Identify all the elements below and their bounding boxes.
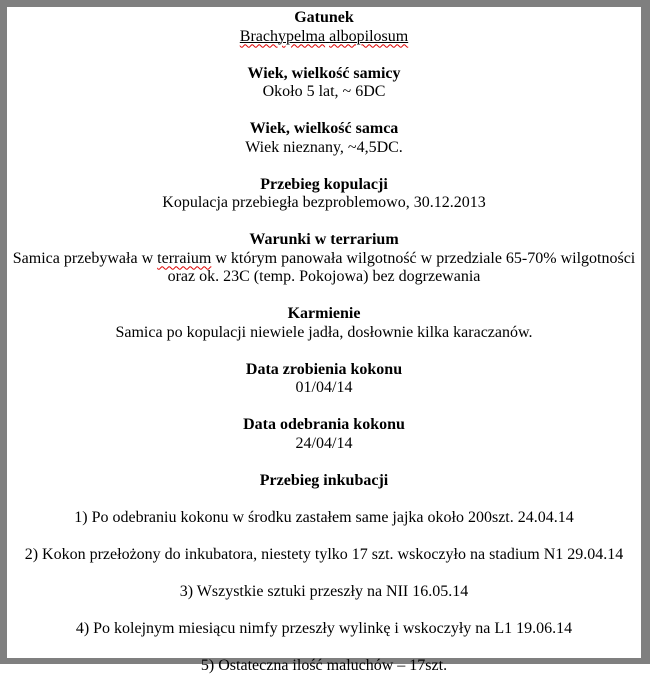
text-segment: Kopulacja przebiegła bezproblemowo, 30.12.2013 <box>162 194 485 211</box>
section-heading: Gatunek <box>7 9 641 28</box>
section-heading: Karmienie <box>7 305 641 324</box>
section <box>7 176 641 213</box>
text-line <box>7 194 641 213</box>
section <box>7 9 641 46</box>
section <box>7 65 641 102</box>
text-segment: 1) Po odebraniu kokonu w środku zastałem same jajka około 200szt. 24.04.14 <box>74 509 573 526</box>
misspelled-word[interactable]: terraium <box>157 250 211 267</box>
text-line <box>7 28 641 47</box>
text-segment: 4) Po kolejnym miesiącu nimfy przeszły wylinkę i wskoczyły na L1 19.06.14 <box>76 620 572 637</box>
section <box>7 472 641 675</box>
text-segment: Samica przebywała w <box>13 250 157 267</box>
section <box>7 361 641 398</box>
document-body[interactable] <box>7 7 641 675</box>
section <box>7 305 641 342</box>
text-segment: Około 5 lat, ~ 6DC <box>263 83 386 100</box>
text-line <box>7 583 641 602</box>
text-segment: 24/04/14 <box>296 435 353 452</box>
section-heading: Wiek, wielkość samicy <box>7 65 641 84</box>
section-heading: Data odebrania kokonu <box>7 416 641 435</box>
misspelled-word[interactable]: Brachypelma <box>240 28 325 45</box>
text-line <box>7 139 641 158</box>
underlined-text <box>240 28 325 45</box>
text-segment: w którym panowała wilgotność w przedziale 65-70% wilgotności oraz ok. 23C (temp. Pokojowa) bez dogrzewania <box>168 250 636 286</box>
text-line <box>7 324 641 343</box>
section <box>7 120 641 157</box>
text-line <box>7 620 641 639</box>
text-line <box>7 509 641 528</box>
section-heading: Warunki w terrarium <box>7 231 641 250</box>
underlined-text <box>329 28 408 45</box>
text-segment: 3) Wszystkie sztuki przeszły na NII 16.05.14 <box>180 583 469 600</box>
section-heading: Data zrobienia kokonu <box>7 361 641 380</box>
misspelled-word[interactable]: albopilosum <box>329 28 408 45</box>
text-line <box>7 657 641 675</box>
text-line <box>7 435 641 454</box>
text-segment: 2) Kokon przełożony do inkubatora, niestety tylko 17 szt. wskoczyło na stadium N1 29.04.14 <box>25 546 624 563</box>
text-segment: 01/04/14 <box>296 379 353 396</box>
text-segment: Wiek nieznany, ~4,5DC. <box>245 139 403 156</box>
text-line <box>7 250 641 287</box>
text-line <box>7 546 641 565</box>
section <box>7 416 641 453</box>
text-line <box>7 83 641 102</box>
section-heading: Przebieg kopulacji <box>7 176 641 195</box>
section-heading: Przebieg inkubacji <box>7 472 641 491</box>
text-line <box>7 379 641 398</box>
section <box>7 231 641 287</box>
text-segment: 5) Ostateczna ilość maluchów – 17szt. <box>201 657 447 674</box>
section-heading: Wiek, wielkość samca <box>7 120 641 139</box>
text-segment: Samica po kopulacji niewiele jadła, dosłownie kilka karaczanów. <box>115 324 532 341</box>
